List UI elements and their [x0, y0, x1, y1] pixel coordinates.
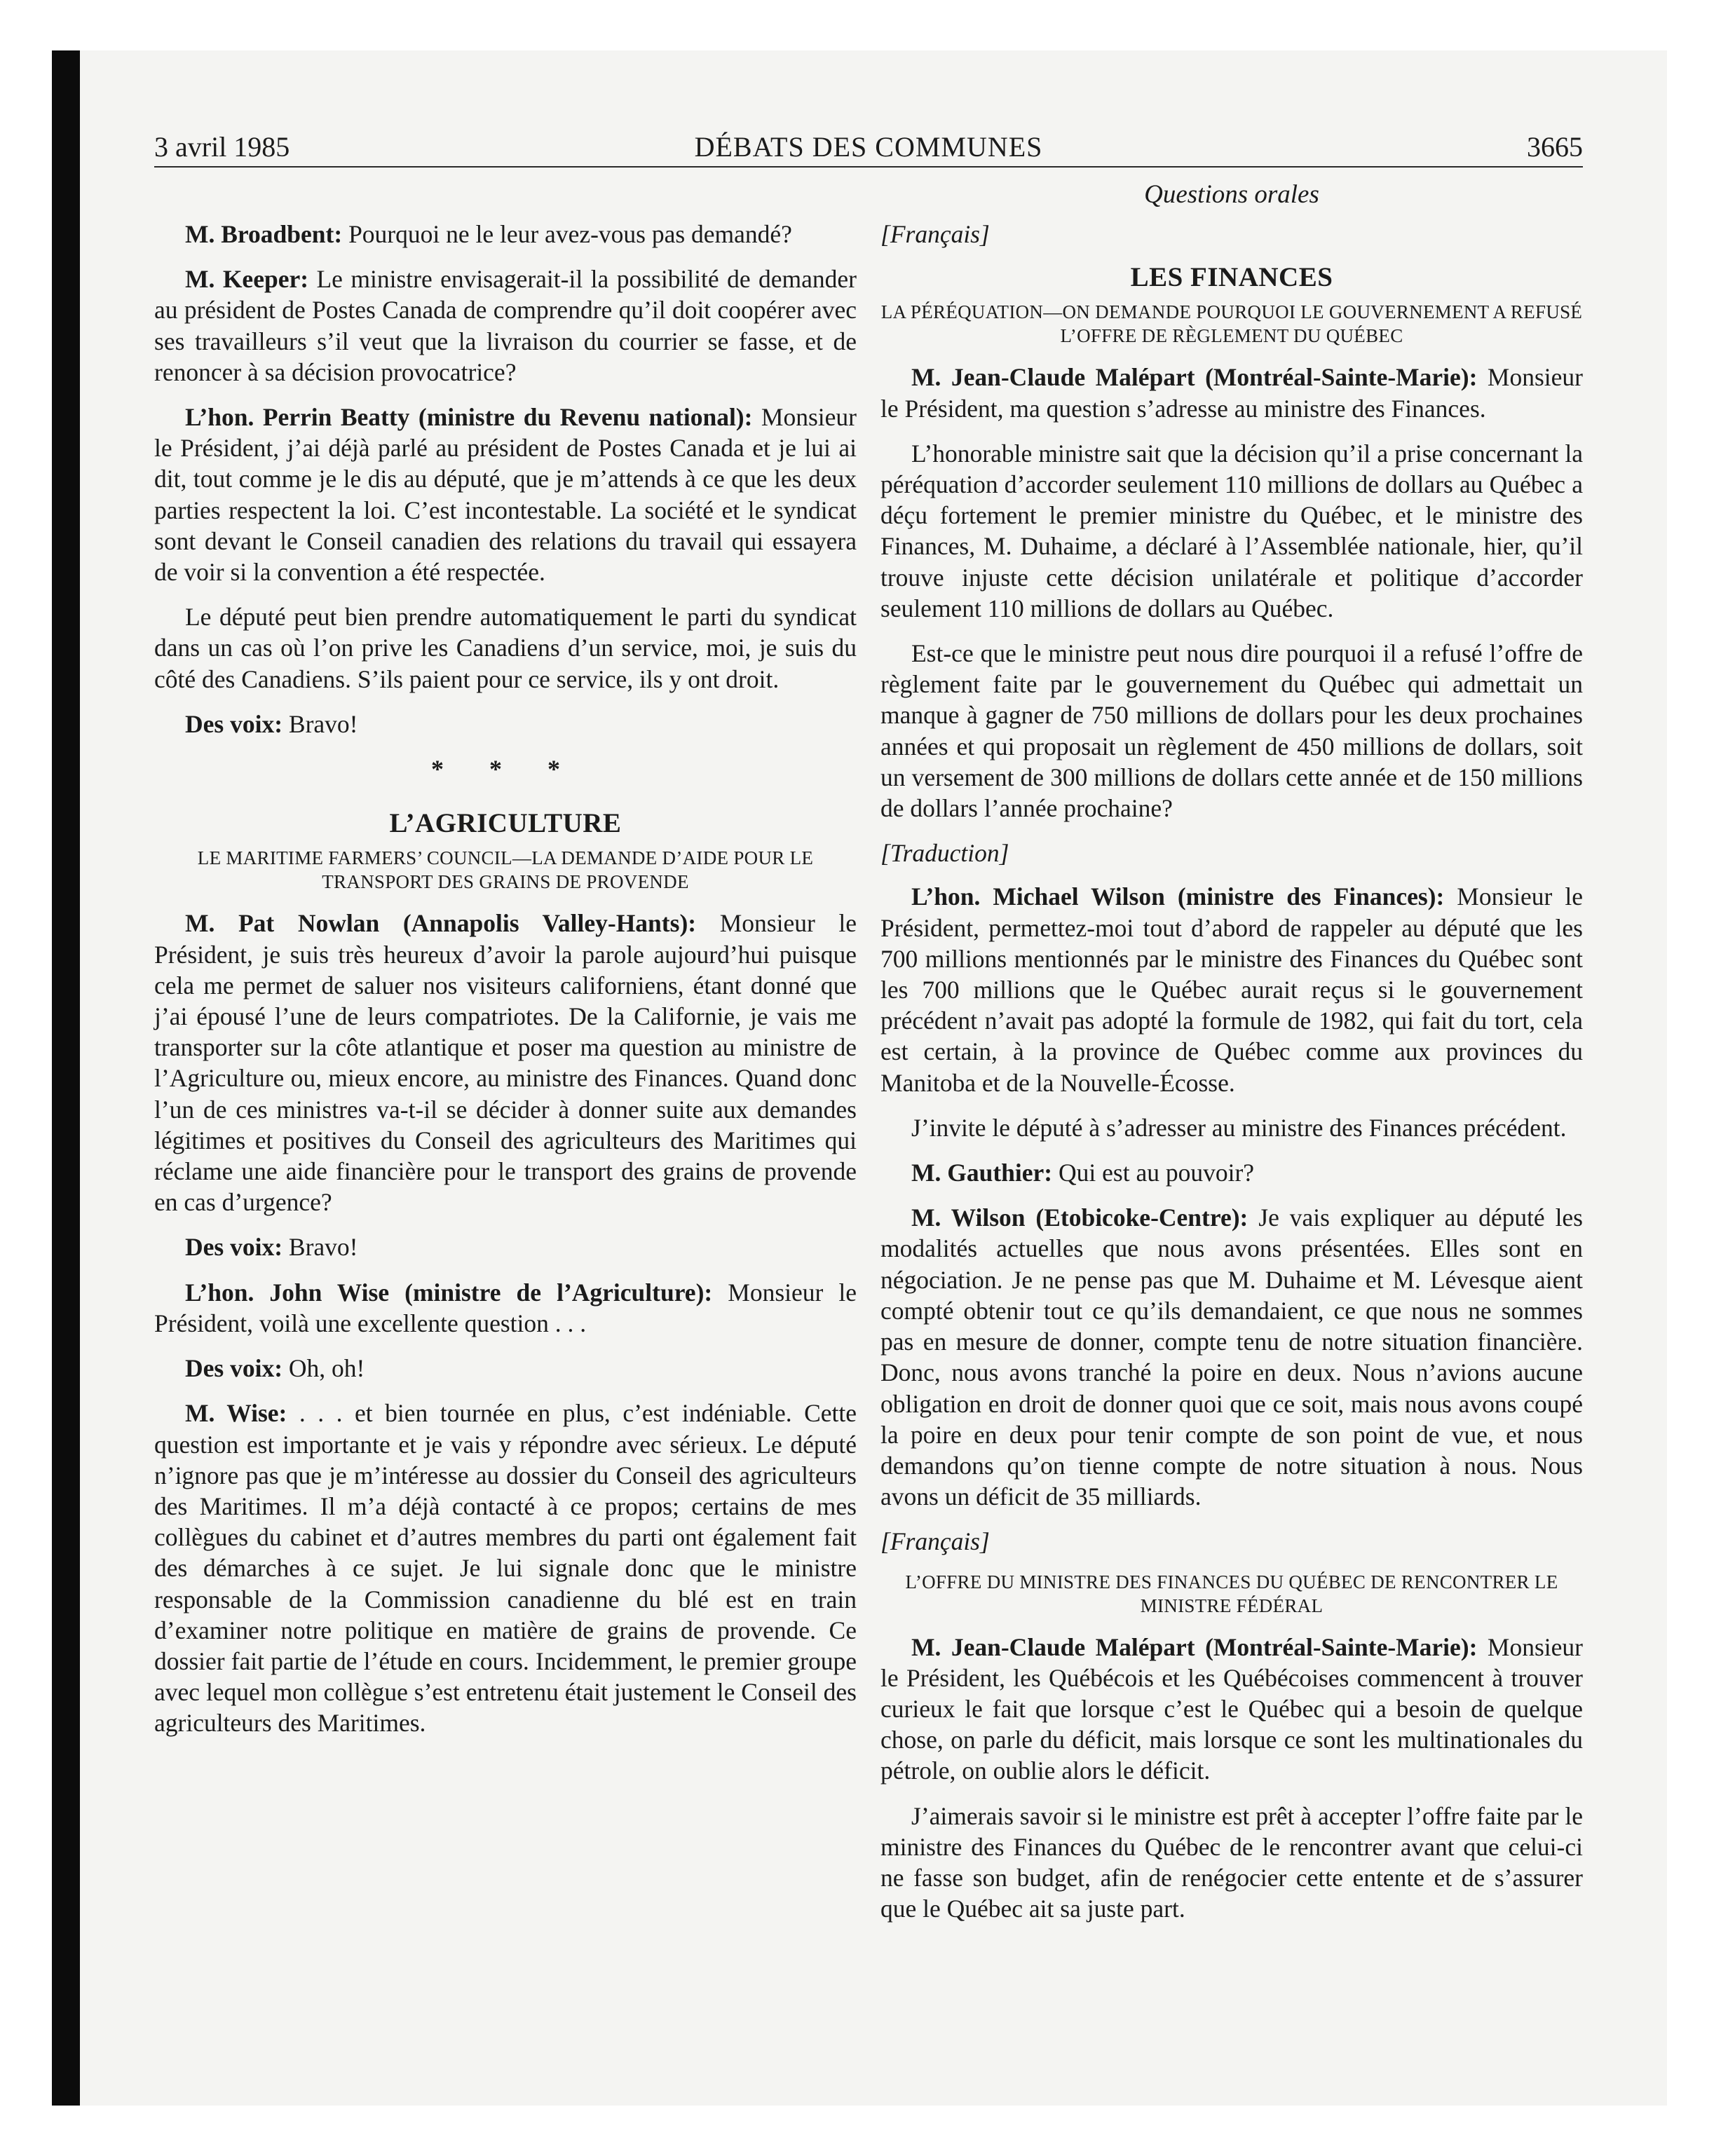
section-label: Questions orales: [1144, 180, 1319, 209]
language-marker: [Traduction]: [880, 839, 1009, 868]
paragraph: [880, 1112, 1583, 1143]
section-heading: LES FINANCES: [1130, 262, 1333, 293]
paragraph: [154, 264, 857, 388]
header-date: 3 avril 1985: [154, 131, 290, 163]
paragraph: [154, 1231, 857, 1262]
language-marker: [Français]: [880, 220, 990, 248]
paragraph: [154, 402, 857, 587]
header-title: DÉBATS DES COMMUNES: [694, 131, 1043, 163]
paragraph: [880, 1157, 1583, 1188]
left-column: [154, 179, 857, 1753]
paragraph: [880, 1801, 1583, 1925]
paragraph-text: J’invite le député à s’adresser au ministre des Finances précédent.: [911, 1113, 1567, 1142]
speaker-name: Des voix:: [185, 1354, 283, 1383]
paragraph-text: Bravo!: [283, 1233, 358, 1262]
page-header: [154, 129, 1583, 168]
paragraph: [880, 1202, 1583, 1512]
paragraph: [154, 1277, 857, 1339]
paragraph-text: Est-ce que le ministre peut nous dire pourquoi il a refusé l’offre de règlement faite par le gouvernement du Québec qui admettait un manque à gagner de 750 millions de dollars pour les deux prochaines années et qui proposait un règlement de 450 millions de dollars, soit un versement de 300 millions de dollars cette année et de 150 millions de dollars l’année prochaine?: [880, 639, 1583, 823]
paragraph: [880, 438, 1583, 624]
header-rule: [154, 166, 1583, 168]
scan-binding-edge: [52, 50, 80, 2106]
paragraph: [880, 638, 1583, 824]
speaker-name: L’hon. Perrin Beatty (ministre du Revenu national):: [185, 403, 753, 432]
paragraph-text: Pourquoi ne le leur avez-vous pas demandé?: [342, 220, 792, 248]
paragraph: [880, 1632, 1583, 1787]
speaker-name: L’hon. John Wise (ministre de l’Agriculture):: [185, 1278, 713, 1306]
speaker-name: M. Keeper:: [185, 265, 309, 294]
paragraph-text: L’honorable ministre sait que la décision qu’il a prise concernant la péréquation d’accorder seulement 110 millions de dollars au Québec a déçu fortement le premier ministre du Québec, et le ministre des Finances, M. Duhaime, a déclaré à l’Assemblée nationale, hier, qu’il trouve injuste cette décision unilatérale et politique d’accorder seulement 110 millions de dollars au Québec.: [880, 439, 1583, 622]
paragraph-text: J’aimerais savoir si le ministre est prêt à accepter l’offre faite par le ministre des Finances du Québec de le rencontrer avant que celui-ci ne fasse son budget, afin de renégocier cette entente et de s’assurer que le Québec ait sa juste part.: [880, 1801, 1583, 1923]
speaker-name: M. Jean-Claude Malépart (Montréal-Sainte-Marie):: [911, 363, 1478, 392]
paragraph: [880, 362, 1583, 423]
speaker-name: M. Pat Nowlan (Annapolis Valley-Hants):: [185, 909, 697, 938]
header-page-number: 3665: [1527, 131, 1583, 163]
speaker-name: L’hon. Michael Wilson (ministre des Finances):: [911, 882, 1445, 911]
paragraph-text: Monsieur le Président, j’ai déjà parlé au président de Postes Canada et je lui ai dit, tout comme je le dis au député, que je m’attends à ce que les deux parties respectent la loi. C’est incontestable. La société et le syndicat sont devant le Conseil canadien des relations du travail qui essayera de voir si la convention a été respectée.: [154, 403, 857, 587]
paragraph-text: Monsieur le Président, permettez-moi tout d’abord de rappeler au député que les 700 millions mentionnés par le ministre des Finances du Québec sont les 700 millions que le Québec aurait reçus si le gouvernement précédent n’avait pas adopté la formule de 1982, qui fait du tort, cela est certain, à la province de Québec comme aux provinces du Manitoba et de la Nouvelle-Écosse.: [880, 882, 1583, 1097]
paragraph: [154, 908, 857, 1217]
paragraph-text: Bravo!: [283, 709, 358, 738]
speaker-name: M. Broadbent:: [185, 220, 343, 248]
paragraph-text: Monsieur le Président, je suis très heureux d’avoir la parole aujourd’hui puisque cela me permet de saluer nos visiteurs californiens, étant donné que j’ai épousé l’une de leurs compatriotes. De la Californie, je vais me transporter sur la côte atlantique et poser ma question au ministre de l’Agriculture ou, mieux encore, au ministre des Finances. Quand donc l’un de ces ministres va-t-il se décider à donner suite aux demandes légitimes et positives du Conseil des agriculteurs des Maritimes qui réclame une aide financière pour le transport des grains de provende en cas d’urgence?: [154, 909, 857, 1217]
section-separator: * * *: [431, 755, 580, 784]
paragraph-text: . . . et bien tournée en plus, c’est indéniable. Cette question est importante et je vais y répondre avec sérieux. Le député n’ignore pas que je m’intéresse au dossier du Conseil des agriculteurs des Maritimes. Il m’a déjà contacté à ce propos; certains de mes collègues du cabinet et d’autres membres du parti ont également fait des démarches à ce sujet. Je lui signale donc que le ministre responsable de la Commission canadienne du blé est en train d’examiner notre politique en matière de grains de provende. Ce dossier fait partie de l’étude en cours. Incidemment, le premier groupe avec lequel mon collègue s’est entretenu était justement le Conseil des agriculteurs des Maritimes.: [154, 1399, 857, 1738]
speaker-name: M. Jean-Claude Malépart (Montréal-Sainte-Marie):: [911, 1632, 1478, 1661]
paragraph-text: Monsieur le Président, voilà une excellente question . . .: [154, 1278, 857, 1337]
paragraph: [154, 1398, 857, 1738]
paragraph: [880, 881, 1583, 1098]
paragraph-text: Qui est au pouvoir?: [1052, 1159, 1255, 1187]
section-subheading: LE MARITIME FARMERS’ COUNCIL—LA DEMANDE D’AIDE POUR LE TRANSPORT DES GRAINS DE PROVENDE: [197, 847, 814, 893]
paragraph: [154, 709, 857, 739]
left-column-top-spacer: [154, 179, 857, 219]
language-marker: [Français]: [880, 1527, 990, 1556]
speaker-name: M. Wise:: [185, 1399, 287, 1428]
paragraph-text: Le ministre envisagerait-il la possibilité de demander au président de Postes Canada de comprendre qu’il doit coopérer avec ses travailleurs s’il veut que la livraison du courrier se fasse, et de renoncer à sa décision provocatrice?: [154, 265, 857, 386]
section-subheading: L’OFFRE DU MINISTRE DES FINANCES DU QUÉBEC DE RENCONTRER LE MINISTRE FÉDÉRAL: [905, 1571, 1558, 1616]
paragraph-text: Monsieur le Président, ma question s’adresse au ministre des Finances.: [880, 363, 1584, 423]
paragraph-text: Je vais expliquer au député les modalités actuelles que nous avons présentées. Elles sont en négociation. Je ne pense pas que M. Duhaime et M. Lévesque aient compté obtenir tout ce qu’ils demandaient, ce que nous ne sommes pas en mesure de donner, compte tenu de notre situation financière. Donc, nous avons tranché la poire en deux. Nous n’avions aucune obligation en droit de donner quoi que ce soit, mais nous avons coupé la poire en deux pour tenir compte de son point de vue, et nous demandons qu’on tienne compte de notre situation à nous. Nous avons un déficit de 35 milliards.: [880, 1203, 1583, 1511]
paragraph-text: Oh, oh!: [283, 1354, 365, 1383]
section-subheading: LA PÉRÉQUATION—ON DEMANDE POURQUOI LE GOUVERNEMENT A REFUSÉ L’OFFRE DE RÈGLEMENT DU QUÉBEC: [880, 301, 1583, 347]
paragraph-text: Le député peut bien prendre automatiquement le parti du syndicat dans un cas où l’on prive les Canadiens d’un service, moi, je suis du côté des Canadiens. S’ils paient pour ce service, ils y ont droit.: [154, 603, 857, 693]
paragraph: [154, 1353, 857, 1384]
paragraph: [154, 219, 857, 250]
right-column: [880, 179, 1583, 1938]
speaker-name: Des voix:: [185, 1233, 283, 1262]
speaker-name: M. Wilson (Etobicoke-Centre):: [911, 1203, 1248, 1232]
paragraph-text: Monsieur le Président, les Québécois et les Québécoises commencent à trouver curieux le fait que lorsque c’est le Québec qui a besoin de quelque chose, on parle du déficit, mais lorsque ce sont les multinationales du pétrole, on oublie alors le déficit.: [880, 1632, 1584, 1785]
speaker-name: Des voix:: [185, 709, 283, 738]
speaker-name: M. Gauthier:: [911, 1159, 1053, 1187]
section-heading: L’AGRICULTURE: [389, 808, 622, 839]
paragraph: [154, 601, 857, 695]
